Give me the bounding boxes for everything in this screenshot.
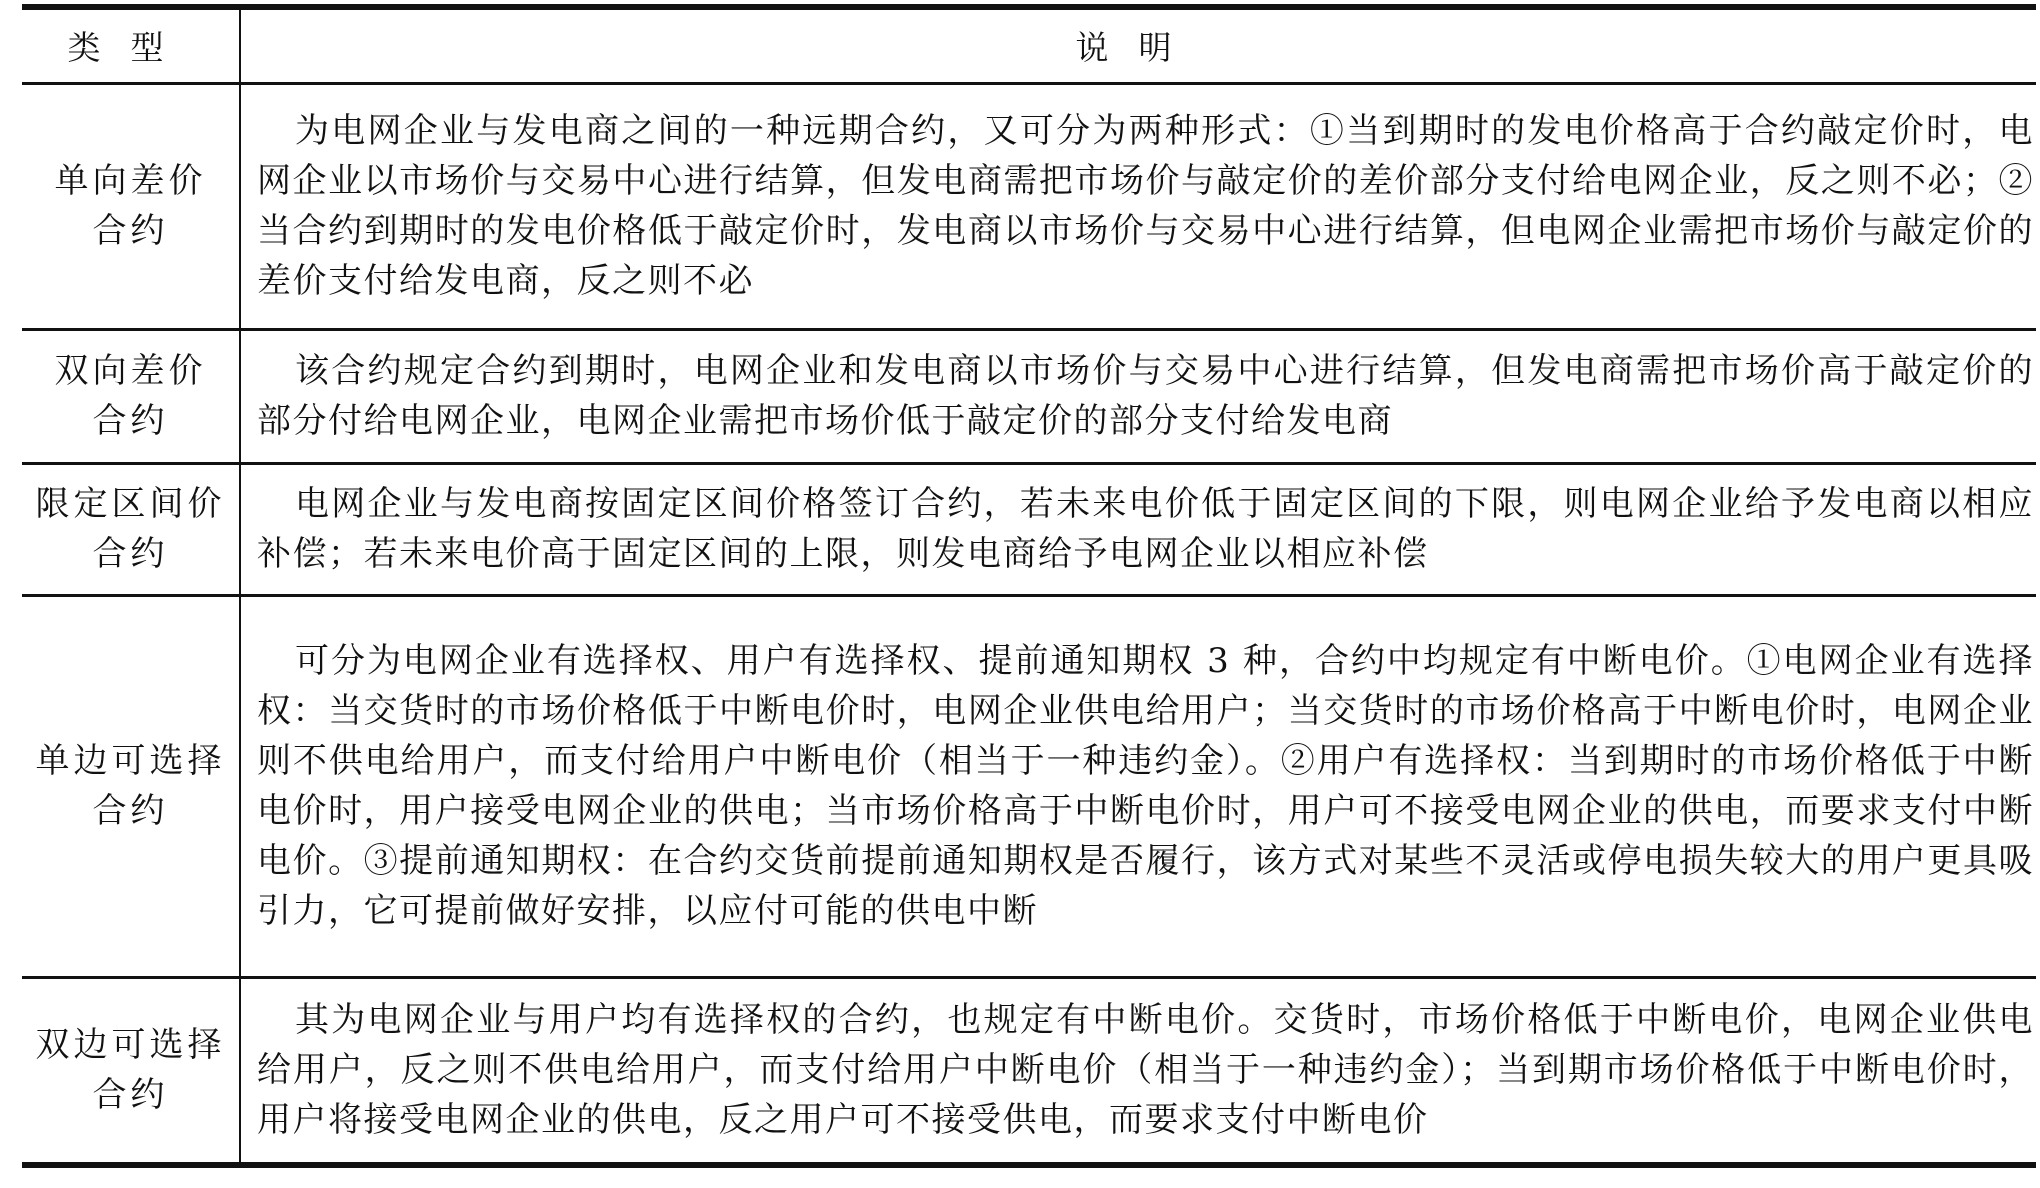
contract-type-cell [22, 83, 240, 329]
table-row [22, 463, 2036, 595]
header-description: 说明 [240, 7, 2036, 83]
contract-type-cell [22, 595, 240, 977]
table-row [22, 595, 2036, 977]
table-row [22, 83, 2036, 329]
table-header [22, 7, 2036, 83]
contract-type-cell [22, 977, 240, 1165]
contract-type-line2: 合约 [92, 211, 169, 251]
contract-type-line2: 合约 [92, 401, 169, 441]
contract-type-line1: 双向差价 [54, 351, 207, 391]
contract-description-cell: 该合约规定合约到期时，电网企业和发电商以市场价与交易中心进行结算，但发电商需把市场价高于敲定价的部分付给电网企业，电网企业需把市场价低于敲定价的部分支付给发电商 [240, 329, 2036, 463]
contract-type-cell [22, 463, 240, 595]
contract-type-line1: 限定区间价 [35, 484, 226, 524]
contract-type-line2: 合约 [92, 534, 169, 574]
contract-types-table [22, 4, 2036, 1168]
header-type: 类型 [22, 7, 240, 83]
contract-type-line2: 合约 [92, 791, 169, 831]
contract-type-cell [22, 329, 240, 463]
contract-type-line1: 单向差价 [54, 161, 207, 201]
contract-description-cell: 可分为电网企业有选择权、用户有选择权、提前通知期权 3 种，合约中均规定有中断电价。①电网企业有选择权：当交货时的市场价格低于中断电价时，电网企业供电给用户；当交货时的市场价格高于中断电价时，电网企业则不供电给用户，而支付给用户中断电价（相当于一种违约金）。②用户有选择权：当到期时的市场价格低于中断电价时，用户接受电网企业的供电；当市场价格高于中断电价时，用户可不接受电网企业的供电，而要求支付中断电价。③提前通知期权：在合约交货前提前通知期权是否履行，该方式对某些不灵活或停电损失较大的用户更具吸引力，它可提前做好安排，以应付可能的供电中断 [240, 595, 2036, 977]
table-row [22, 329, 2036, 463]
contract-description-cell: 电网企业与发电商按固定区间价格签订合约，若未来电价低于固定区间的下限，则电网企业给予发电商以相应补偿；若未来电价高于固定区间的上限，则发电商给予电网企业以相应补偿 [240, 463, 2036, 595]
contract-type-line1: 单边可选择 [35, 741, 226, 781]
contract-description-cell: 其为电网企业与用户均有选择权的合约，也规定有中断电价。交货时，市场价格低于中断电价，电网企业供电给用户，反之则不供电给用户，而支付给用户中断电价（相当于一种违约金）；当到期市场价格低于中断电价时，用户将接受电网企业的供电，反之用户可不接受供电，而要求支付中断电价 [240, 977, 2036, 1165]
contract-description-cell: 为电网企业与发电商之间的一种远期合约，又可分为两种形式：①当到期时的发电价格高于合约敲定价时，电网企业以市场价与交易中心进行结算，但发电商需把市场价与敲定价的差价部分支付给电网企业，反之则不必；②当合约到期时的发电价格低于敲定价时，发电商以市场价与交易中心进行结算，但电网企业需把市场价与敲定价的差价支付给发电商，反之则不必 [240, 83, 2036, 329]
contract-type-line1: 双边可选择 [35, 1025, 226, 1066]
header-row [22, 7, 2036, 83]
table-body [22, 83, 2036, 1165]
contract-type-line2: 合约 [92, 1075, 169, 1116]
table-row [22, 977, 2036, 1165]
